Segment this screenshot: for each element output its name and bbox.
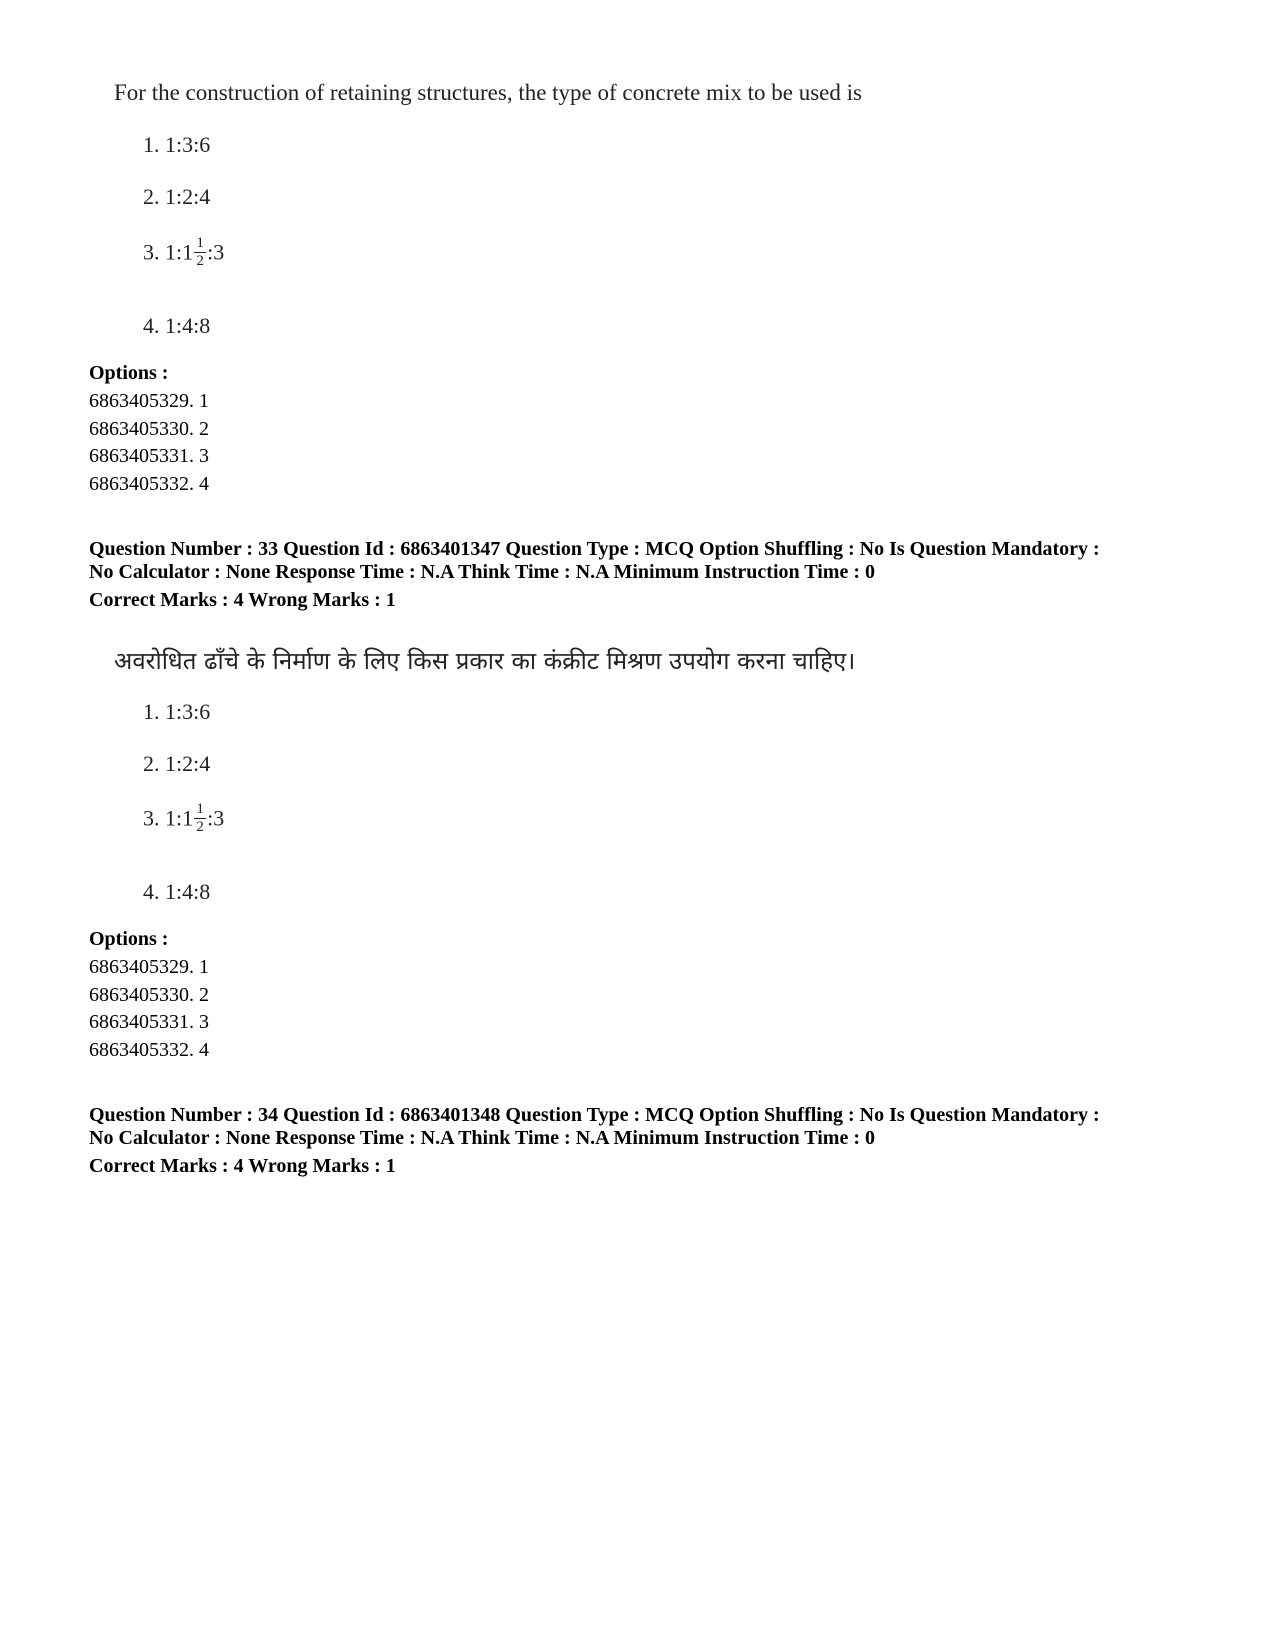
choice-2 — [143, 184, 210, 210]
marks-line: Correct Marks : 4 Wrong Marks : 1 — [89, 589, 396, 611]
choice-value: 1:2:4 — [165, 751, 211, 776]
choice-number: 3. — [143, 239, 160, 265]
choice-1 — [143, 132, 210, 158]
choice-value-suffix: :3 — [207, 805, 225, 831]
question-text-english: For the construction of retaining structures, the type of concrete mix to be used is — [114, 80, 862, 105]
choice-number: 4. — [143, 879, 160, 904]
choice-4 — [143, 879, 210, 905]
question-meta-line-1: Question Number : 33 Question Id : 6863401347 Question Type : MCQ Option Shuffling : No Is Question Mandatory : — [89, 538, 1100, 560]
fraction-denominator: 2 — [196, 253, 204, 269]
choice-number: 4. — [143, 313, 160, 338]
choice-number: 2. — [143, 184, 160, 209]
choice-value: 1:4:8 — [165, 879, 211, 904]
fraction-numerator: 1 — [196, 235, 204, 251]
options-label: Options : — [89, 928, 169, 950]
option-line: 6863405329. 1 — [89, 956, 209, 978]
choice-number: 2. — [143, 751, 160, 776]
choice-1 — [143, 699, 210, 725]
option-line: 6863405331. 3 — [89, 445, 209, 467]
choice-number: 3. — [143, 805, 160, 831]
question-text-hindi: अवरोधित ढाँचे के निर्माण के लिए किस प्रकार का कंक्रीट मिश्रण उपयोग करना चाहिए। — [114, 647, 856, 675]
choice-4 — [143, 313, 210, 339]
option-line: 6863405332. 4 — [89, 1039, 209, 1061]
choice-value: 1:1 — [165, 805, 194, 831]
option-line: 6863405331. 3 — [89, 1011, 209, 1033]
marks-line: Correct Marks : 4 Wrong Marks : 1 — [89, 1155, 396, 1177]
choice-number: 1. — [143, 699, 160, 724]
option-line: 6863405329. 1 — [89, 390, 209, 412]
fraction — [194, 802, 206, 835]
option-line: 6863405330. 2 — [89, 418, 209, 440]
question-meta-line-2: No Calculator : None Response Time : N.A Think Time : N.A Minimum Instruction Time : 0 — [89, 561, 875, 583]
choice-value: 1:2:4 — [165, 184, 211, 209]
choice-number: 1. — [143, 132, 160, 157]
fraction-numerator: 1 — [196, 801, 204, 817]
options-label: Options : — [89, 362, 169, 384]
fraction-denominator: 2 — [196, 819, 204, 835]
option-line: 6863405330. 2 — [89, 984, 209, 1006]
choice-value: 1:4:8 — [165, 313, 211, 338]
choice-2 — [143, 751, 210, 777]
option-line: 6863405332. 4 — [89, 473, 209, 495]
choice-value: 1:3:6 — [165, 132, 211, 157]
question-meta-line-1: Question Number : 34 Question Id : 6863401348 Question Type : MCQ Option Shuffling : No Is Question Mandatory : — [89, 1104, 1100, 1126]
choice-3 — [143, 801, 225, 837]
choice-3 — [143, 235, 225, 271]
choice-value: 1:1 — [165, 239, 194, 265]
question-meta-line-2: No Calculator : None Response Time : N.A Think Time : N.A Minimum Instruction Time : 0 — [89, 1127, 875, 1149]
fraction — [194, 236, 206, 269]
choice-value-suffix: :3 — [207, 239, 225, 265]
choice-value: 1:3:6 — [165, 699, 211, 724]
